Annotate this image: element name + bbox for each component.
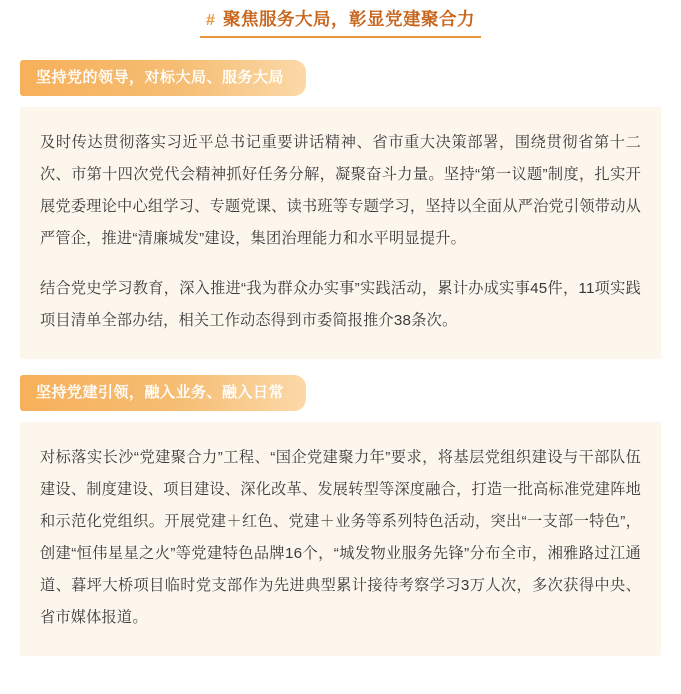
hash-icon: # — [206, 12, 215, 29]
section-1-paragraph-1: 及时传达贯彻落实习近平总书记重要讲话精神、省市重大决策部署，围绕贯彻省第十二次、市第十四次党代会精神抓好任务分解，凝聚奋斗力量。坚持“第一议题”制度，扎实开展党委理论中心组学习、专题党课、读书班等专题学习，坚持以全面从严治党引领带动从严管企，推进“清廉城发”建设，集团治理能力和水平明显提升。 — [40, 134, 641, 247]
section-2-paragraph-1: 对标落实长沙“党建聚合力”工程、“国企党建聚力年”要求，将基层党组织建设与干部队伍建设、制度建设、项目建设、深化改革、发展转型等深度融合，打造一批高标准党建阵地和示范化党组织。开展党建＋红色、党建＋业务等系列特色活动，突出“一支部一特色”，创建“恒伟星星之火”等党建特色品牌16个，“城发物业服务先锋”分布全市，湘雅路过江通道、暮坪大桥项目临时党支部作为先进典型累计接待考察学习3万人次，多次获得中央、省市媒体报道。 — [40, 449, 641, 626]
section-1-paragraph-2: 结合党史学习教育，深入推进“我为群众办实事”实践活动，累计办成实事45件，11项实践项目清单全部办结，相关工作动态得到市委简报推介38条次。 — [40, 280, 641, 329]
section-2 — [20, 375, 661, 656]
page-title-inner — [200, 11, 481, 38]
section-2-body — [20, 422, 661, 656]
page-title-text: 聚焦服务大局，彰显党建聚合力 — [222, 9, 475, 29]
section-1-body — [20, 107, 661, 359]
page-title — [20, 0, 661, 44]
section-2-heading: 坚持党建引领，融入业务、融入日常 — [20, 375, 306, 411]
section-1 — [20, 60, 661, 359]
section-1-heading: 坚持党的领导，对标大局、服务大局 — [20, 60, 306, 96]
